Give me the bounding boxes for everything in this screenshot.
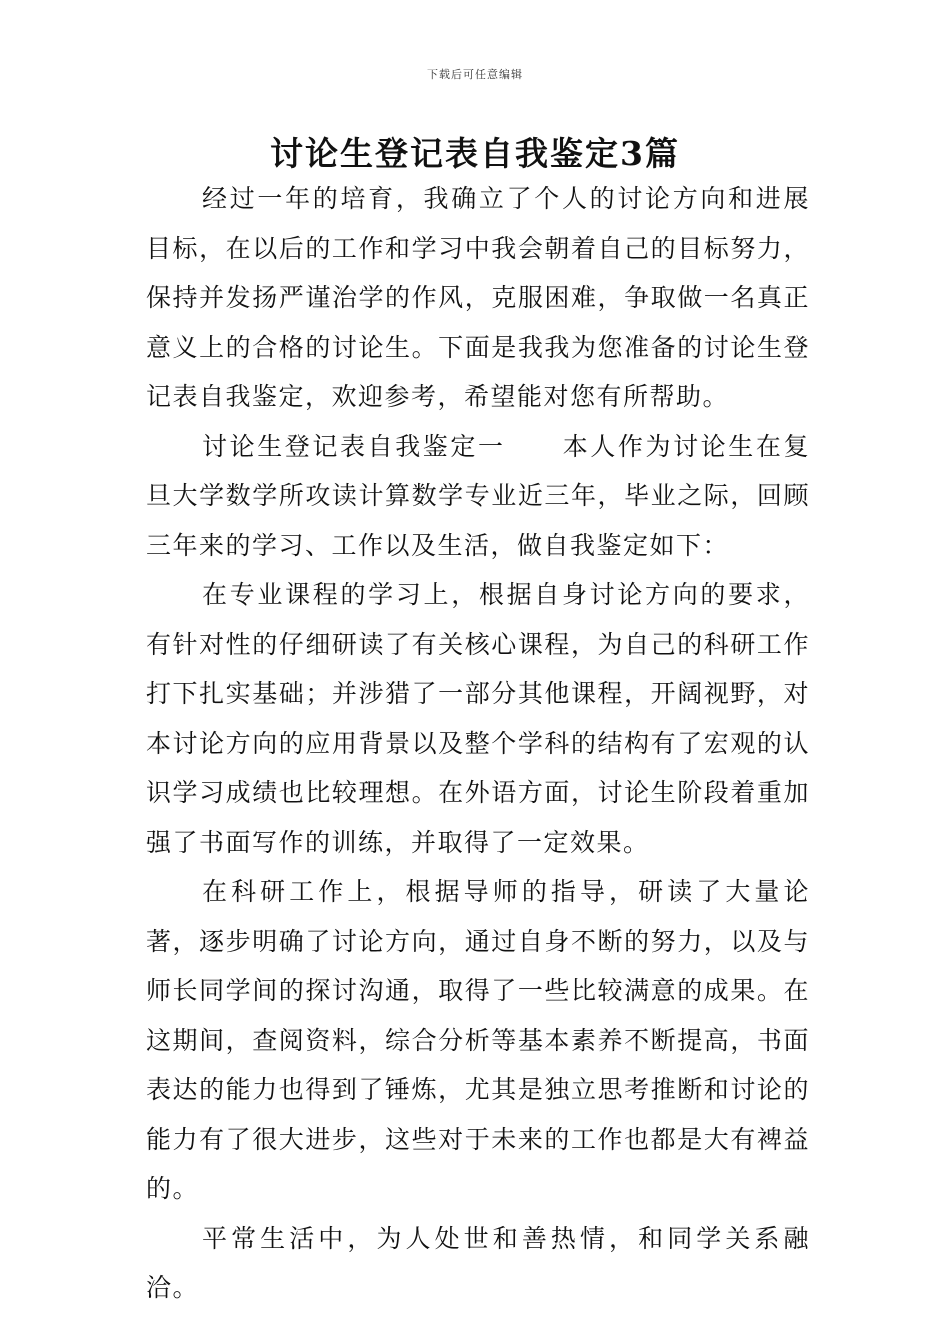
section-one-text: 本人作为讨论生在复旦大学数学所攻读计算数学专业近三年，毕业之际，回顾三年来的学习、工作以及生活，做自我鉴定如下： <box>146 431 810 560</box>
paragraph-courses: 在专业课程的学习上，根据自身讨论方向的要求，有针对性的仔细研读了有关核心课程，为自己的科研工作打下扎实基础；并涉猎了一部分其他课程，开阔视野，对本讨论方向的应用背景以及整个学科的结构有了宏观的认识学习成绩也比较理想。在外语方面，讨论生阶段着重加强了书面写作的训练，并取得了一定效果。 <box>146 580 810 857</box>
paragraph-section-one <box>146 422 810 571</box>
header-note: 下载后可任意编辑 <box>427 68 523 81</box>
section-heading: 讨论生登记表自我鉴定一 <box>202 431 506 461</box>
paragraph-intro: 经过一年的培育，我确立了个人的讨论方向和进展目标，在以后的工作和学习中我会朝着自己的目标努力，保持并发扬严谨治学的作风，克服困难，争取做一名真正意义上的合格的讨论生。下面是我我为您准备的讨论生登记表自我鉴定，欢迎参考，希望能对您有所帮助。 <box>146 184 810 411</box>
document-body <box>146 174 810 1313</box>
paragraph-life: 平常生活中，为人处世和善热情，和同学关系融洽。 <box>146 1223 810 1302</box>
document-title: 讨论生登记表自我鉴定3篇 <box>270 134 680 173</box>
paragraph-research: 在科研工作上，根据导师的指导，研读了大量论著，逐步明确了讨论方向，通过自身不断的努力，以及与师长同学间的探讨沟通，取得了一些比较满意的成果。在这期间，查阅资料，综合分析等基本素养不断提高，书面表达的能力也得到了锤炼，尤其是独立思考推断和讨论的能力有了很大进步，这些对于未来的工作也都是大有裨益的。 <box>146 877 810 1203</box>
